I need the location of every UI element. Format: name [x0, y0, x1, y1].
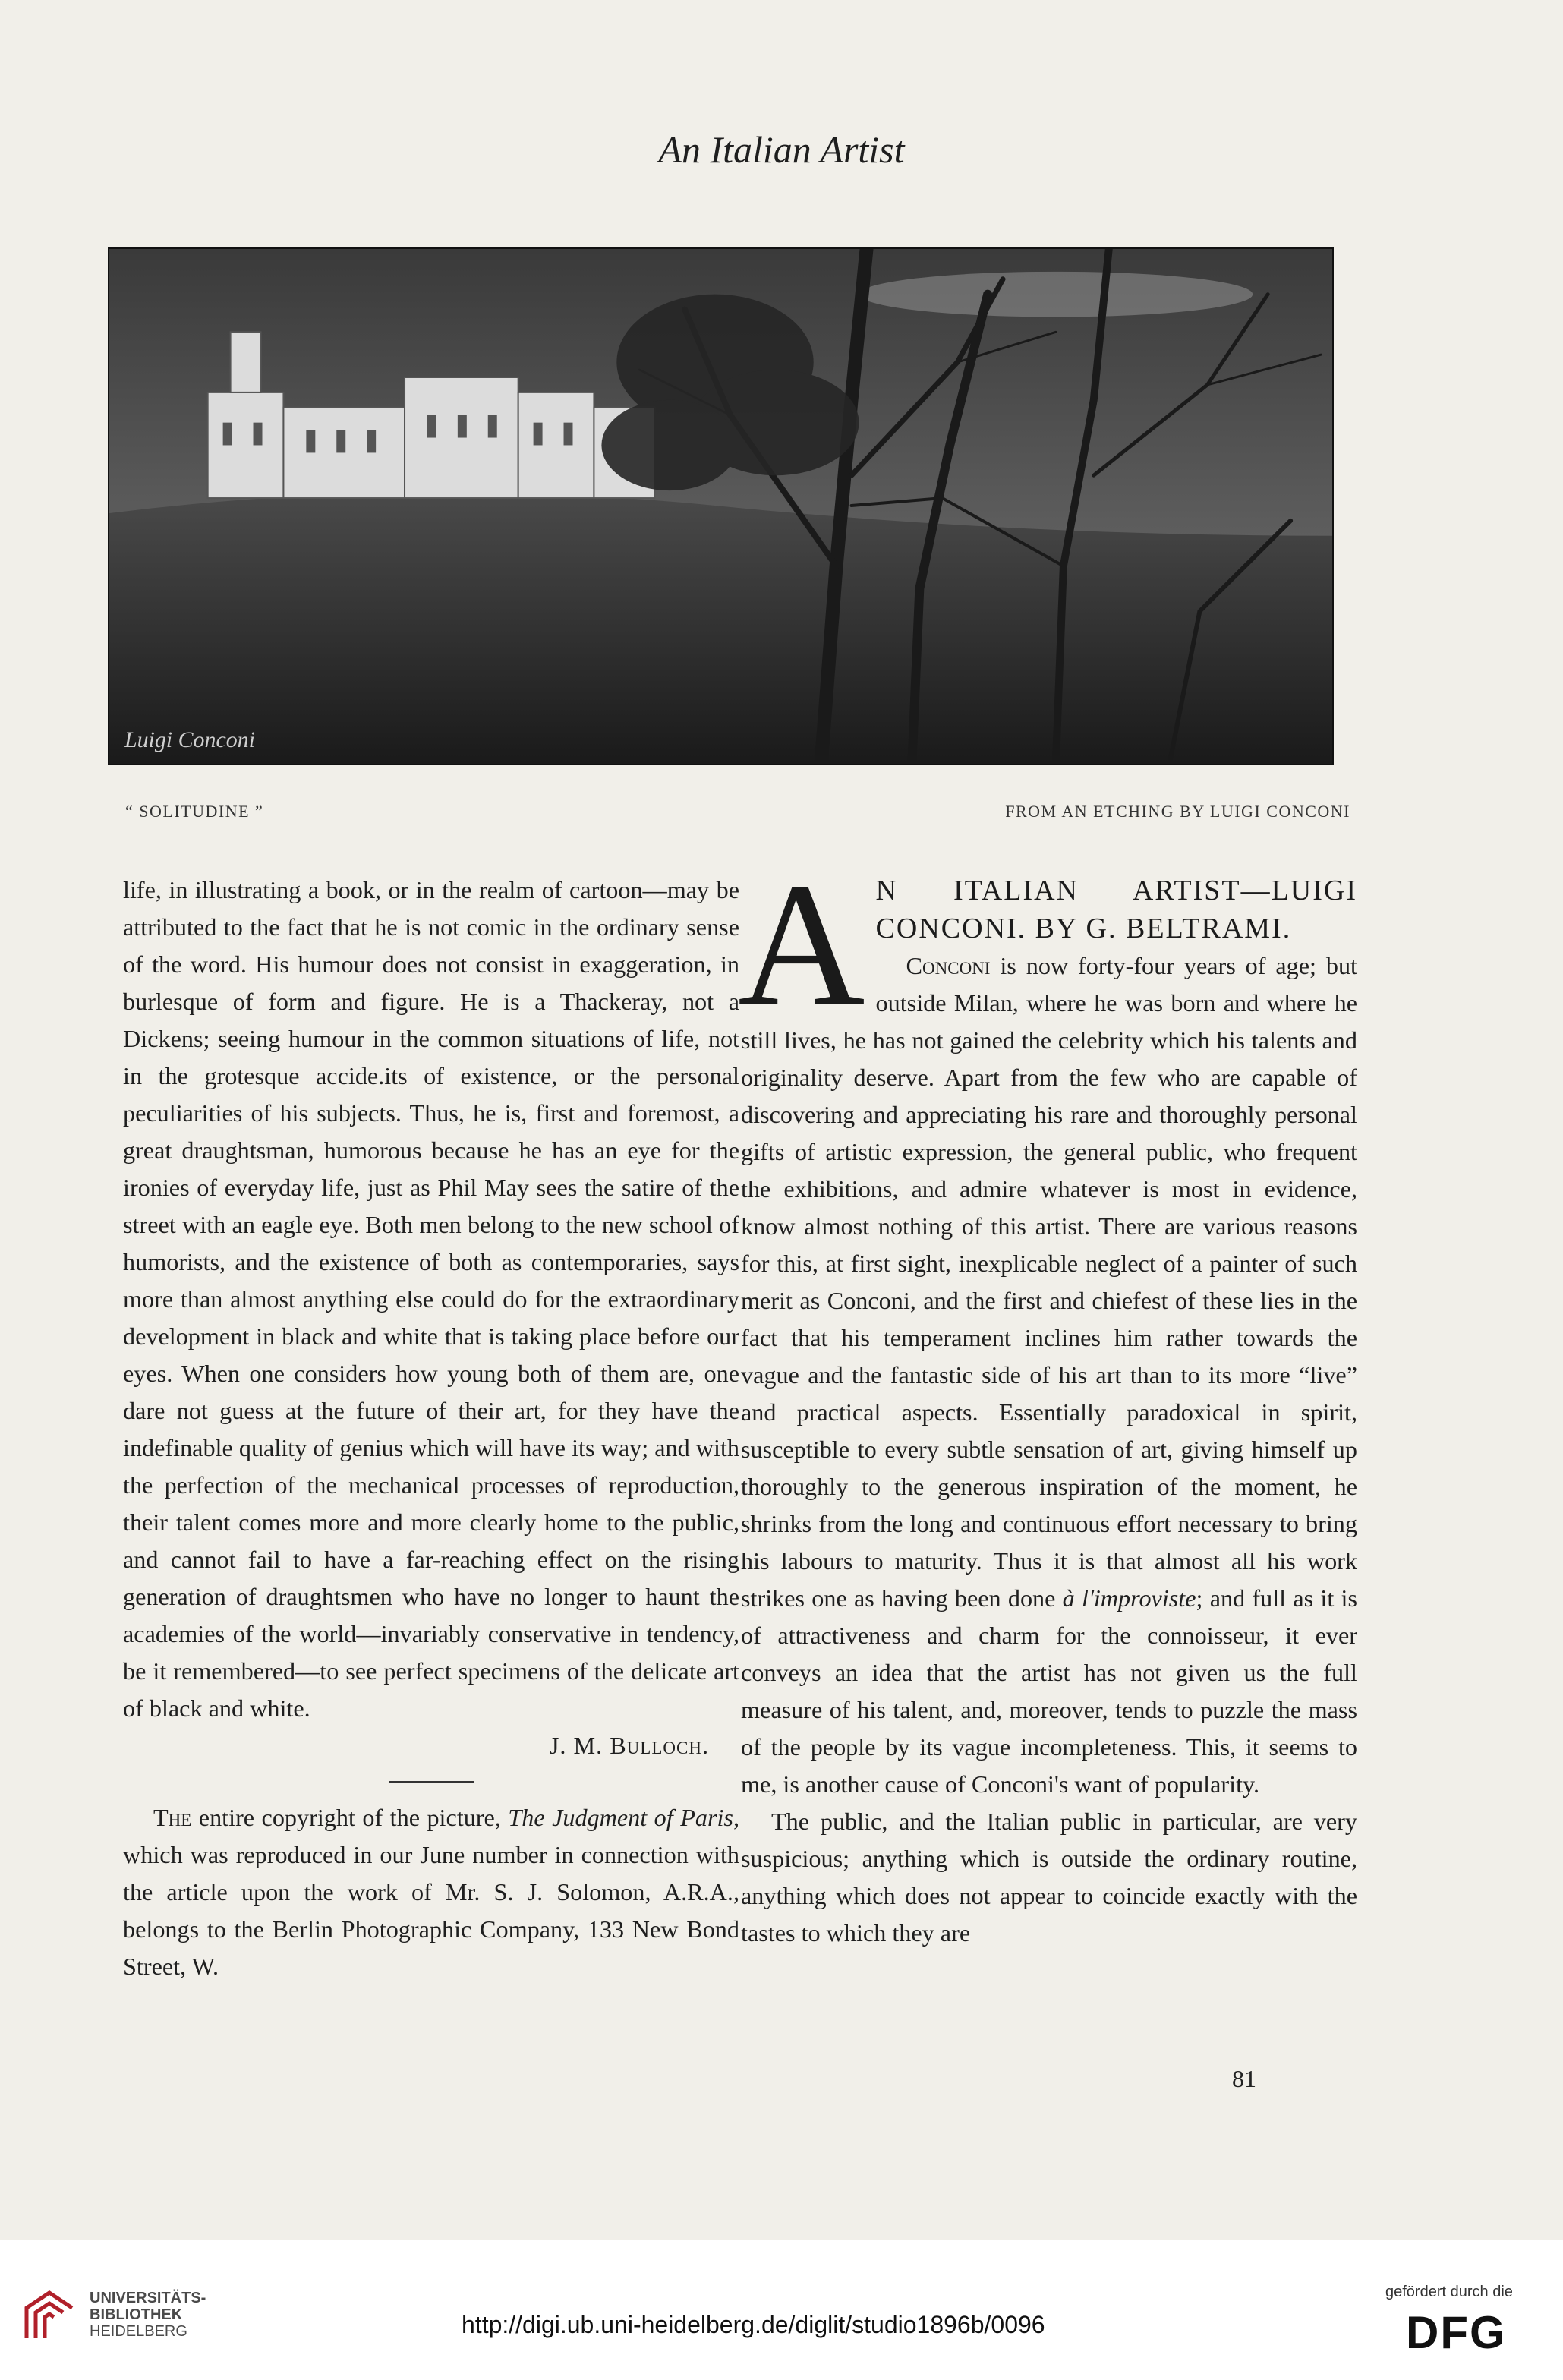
left-paragraph-1: life, in illustrating a book, or in the realm of cartoon—may be attributed to the fact that he is not comic in the ordinary sense of the word. His humour does not consist in exaggeration, in burlesque of form and figure. He is a Thackeray, not a Dickens; seeing humour in the common situations of life, not in the grotesque accide.its of existence, or the personal peculiarities of his subjects. Thus, he is, first and foremost, a great draughtsman, humorous because he has an eye for the ironies of everyday life, just as Phil May sees the satire of the street with an eagle eye. Both men belong to the new school of humorists, and the existence of both as contemporaries, says more than almost anything else could do for the extraordinary development in black and white that is taking place before our eyes. When one considers how young both of them are, one dare not guess at the future of their art, for they have the indefinable quality of genius which will have its way; and with the perfection of the mechanical processes of reproduction, their talent comes more and more clearly home to the public, and cannot fail to have a far-reaching effect on the rising generation of draughtsmen who have no longer to haunt the academies of the world—invariably conservative in tendency, be it remembered—to see perfect specimens of the delicate art of black and white.: [123, 876, 739, 1722]
right-column: [738, 847, 1357, 1952]
article-headline: N ITALIAN ARTIST—LUIGI CONCONI. BY G. BELTRAMI.: [875, 875, 1357, 944]
note-text-1: entire copyright of the picture,: [191, 1804, 509, 1831]
illustration-title: “ SOLITUDINE ”: [125, 802, 264, 821]
library-name-line-3: HEIDELBERG: [90, 2323, 187, 2340]
digitization-footer: [0, 2240, 1563, 2380]
right-paragraph-1: [741, 947, 1357, 1803]
copyright-note: [123, 1799, 739, 1985]
page-title: An Italian Artist: [658, 128, 905, 171]
illustration-credit: FROM AN ETCHING BY LUIGI CONCONI: [1005, 802, 1350, 821]
left-column: [123, 872, 739, 1985]
right-paragraph-1-text-b: ; and full as it is of attractiveness and charm for the connoisseur, it ever conveys an idea that the artist has not given us the full measure of his talent, and, moreover, tends to puzzle the mass of the people by its vague incompleteness. This, it seems to me, is another cause of Conconi's want of popularity.: [741, 1584, 1357, 1798]
divider-rule: [389, 1781, 474, 1783]
dfg-logo: DFG: [1406, 2307, 1507, 2358]
artist-signature: Luigi Conconi: [124, 727, 255, 753]
library-name-line-1: UNIVERSITÄTS-: [90, 2290, 206, 2306]
right-paragraph-1-italic: à l'improviste: [1062, 1584, 1196, 1612]
right-paragraph-2: The public, and the Italian public in particular, are very suspicious; anything which is outside the ordinary routine, anything which does not appear to coincide exactly with the tastes to which they are: [741, 1808, 1357, 1947]
drop-cap: A: [738, 847, 865, 1042]
author-signature: J. M. Bulloch.: [549, 1732, 709, 1759]
etching-image: [109, 249, 1332, 764]
sponsor-text: gefördert durch die: [1385, 2284, 1513, 2300]
note-text-2: , which was reproduced in our June number in connection with the article upon the work of Mr. S. J. Solomon, A.R.A., belongs to the Berlin Photographic Company, 133 New Bond Street, W.: [123, 1804, 739, 1980]
note-lead-word: The: [153, 1804, 192, 1831]
right-paragraph-1-text-a: is now forty-four years of age; but outside Milan, where he was born and where he still lives, he has not gained the celebrity which his talents and originality deserve. Apart from the few who are capable of discovering and appreciating his rare and thoroughly personal gifts of artistic expression, the general public, who frequent the exhibitions, and admire whatever is most in evidence, know almost nothing of this artist. There are various reasons for this, at first sight, inexplicable neglect of a painter of such merit as Conconi, and the first and chiefest of these lies in the fact that his temperament inclines him rather towards the vague and the fantastic side of his art than to its more “live” and practical aspects. Essentially paradoxical in spirit, susceptible to every subtle sensation of art, giving himself up thoroughly to the generous inspiration of the moment, he shrinks from the long and continuous effort necessary to bring his labours to maturity. Thus it is that almost all his work strikes one as having been done: [741, 952, 1357, 1612]
etching-illustration: [108, 247, 1334, 765]
page-number: 81: [1232, 2065, 1256, 2092]
article-opening: [738, 847, 1357, 1803]
note-picture-title: The Judgment of Paris: [508, 1804, 733, 1831]
source-url-link[interactable]: http://digi.ub.uni-heidelberg.de/diglit/studio1896b/0096: [462, 2311, 1045, 2338]
library-logo-icon: [19, 2285, 80, 2346]
library-name-line-2: BIBLIOTHEK: [90, 2306, 183, 2323]
library-name: [90, 2290, 206, 2340]
lead-word: Conconi: [906, 952, 991, 979]
